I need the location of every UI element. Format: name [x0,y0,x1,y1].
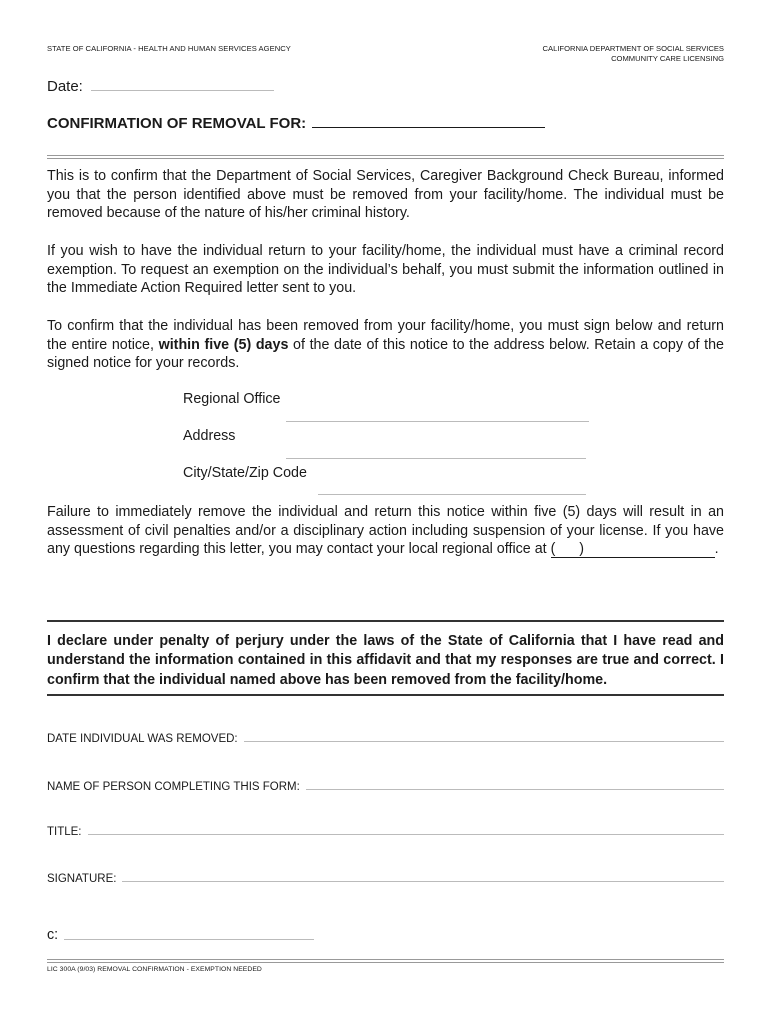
signature-row [47,873,724,885]
title-label: TITLE: [47,826,82,838]
date-label: Date: [47,78,83,95]
declaration-top-rule [47,620,724,622]
signature-field[interactable] [122,881,724,882]
regional-office-phone-field[interactable] [551,541,715,558]
city-state-zip-field[interactable] [318,494,586,495]
form-title: CONFIRMATION OF REMOVAL FOR: [47,115,307,132]
title-field[interactable] [88,834,724,835]
paragraph-confirmation: This is to confirm that the Department of Social Services, Caregiver Background Check Bureau, informed you that the person identified above must be removed from your facility/home. The individual must be removed because of the nature of his/her criminal history. [47,168,724,222]
regional-office-label: Regional Office [183,391,281,407]
name-row [47,781,724,793]
paragraph-exemption: If you wish to have the individual return to your facility/home, the individual must have a criminal record exemption. To request an exemption on the individual’s behalf, you must submit the information outlined in the Immediate Action Required letter sent to you. [47,243,724,297]
regional-office-field[interactable] [286,421,589,422]
paragraph-instructions [47,317,724,373]
date-removed-field[interactable] [244,741,724,742]
date-removed-label: DATE INDIVIDUAL WAS REMOVED: [47,733,238,745]
declaration-bottom-rule [47,694,724,696]
division-name: COMMUNITY CARE LICENSING [611,54,724,63]
section-divider [47,155,724,159]
city-state-zip-label: City/State/Zip Code [183,465,307,481]
paragraph-penalties [47,503,724,559]
at-label: at [534,541,547,558]
perjury-declaration: I declare under penalty of perjury under the laws of the State of California that I have read and understand the information contained in this affidavit and that my responses are true and correct. I confirm that the individual named above has been removed from the facility/home. [47,633,724,688]
footer-divider [47,959,724,963]
department-header [543,44,724,64]
title-row [47,826,724,838]
address-label: Address [183,428,236,444]
penalties-text: Failure to immediately remove the individual and return this notice within five (5) days will result in an assessment of civil penalties and/or a disciplinary action including suspension of your license. If you have any questions regarding this letter, you may contact your local regional office [47,504,724,558]
cc-label: c: [47,927,59,943]
date-row [47,78,274,95]
deadline-emphasis: within five (5) days [158,336,289,353]
sentence-end: . [714,541,719,558]
date-removed-row [47,733,724,745]
instructions-text-2: of the date of this notice to the address below. Retain a copy of the signed notice for your records. [47,336,724,372]
address-field[interactable] [286,458,586,459]
signature-label: SIGNATURE: [47,873,117,885]
date-field[interactable] [91,90,274,91]
name-field[interactable] [306,789,724,790]
agency-header: STATE OF CALIFORNIA - HEALTH AND HUMAN SERVICES AGENCY [47,44,291,53]
name-label: NAME OF PERSON COMPLETING THIS FORM: [47,781,300,793]
cc-field[interactable] [64,939,314,940]
department-name: CALIFORNIA DEPARTMENT OF SOCIAL SERVICES [542,44,724,53]
removal-name-field[interactable] [312,127,545,128]
phone-placeholder: ( ) [550,541,680,558]
form-title-row [47,115,545,132]
instructions-text-1: To confirm that the individual has been removed from your facility/home, you must sign below and return the entire notice, [47,318,724,353]
form-number-footer: LIC 300A (9/03) REMOVAL CONFIRMATION - EXEMPTION NEEDED [47,966,262,973]
cc-row [47,927,314,943]
